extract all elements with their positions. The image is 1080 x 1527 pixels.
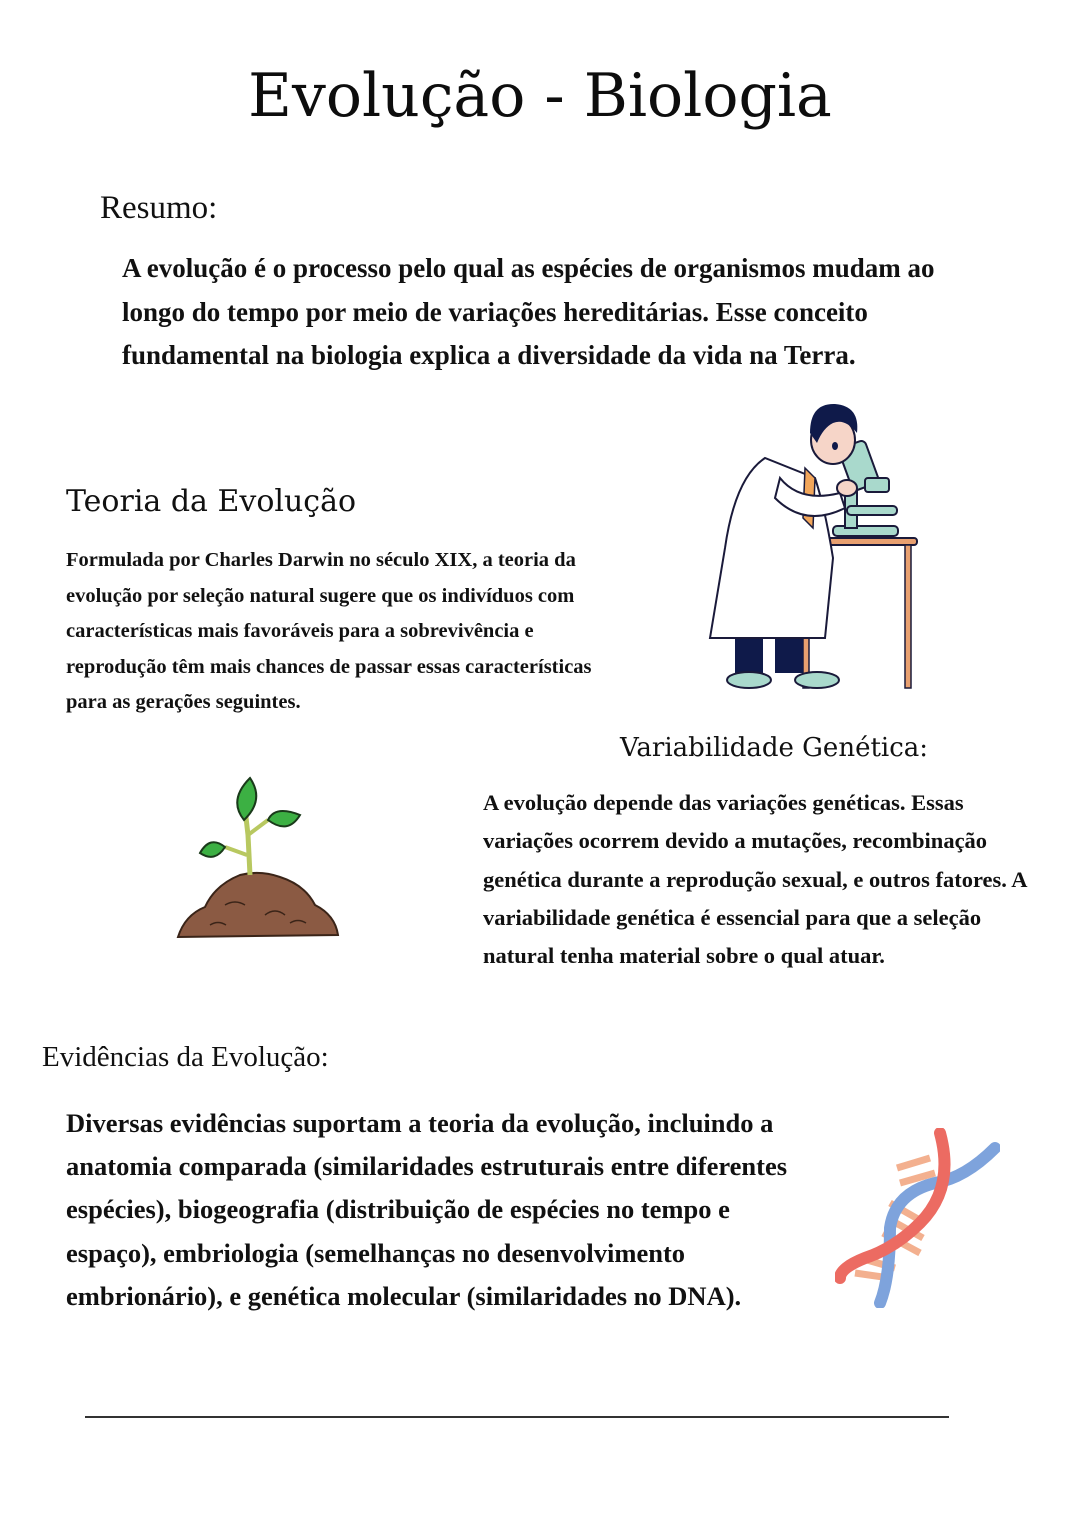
page-title: Evolução - Biologia — [248, 61, 832, 131]
heading-variabilidade-genetica: Variabilidade Genética: — [620, 733, 929, 763]
dna-helix-icon — [835, 1128, 1000, 1308]
paragraph-resumo: A evolução é o processo pelo qual as espécies de organismos mudam ao longo do tempo por meio de variações hereditárias. Esse conceito fundamental na biologia explica a diversidade da vida na Terra. — [122, 253, 935, 370]
heading-teoria-evolucao: Teoria da Evolução — [66, 484, 357, 519]
heading-resumo: Resumo: — [100, 190, 218, 226]
horizontal-divider — [85, 1416, 949, 1418]
paragraph-teoria-evolucao: Formulada por Charles Darwin no século XIX, a teoria da evolução por seleção natural sugere que os indivíduos com características mais favoráveis para a sobrevivência e reprodução têm mais chances de passar essas características para as gerações seguintes. — [66, 549, 592, 713]
paragraph-variabilidade-genetica: A evolução depende das variações genéticas. Essas variações ocorrem devido a mutações, recombinação genética durante a reprodução sexual, e outros fatores. A variabilidade genética é essencial para que a seleção natural tenha material sobre o qual atuar. — [483, 790, 1027, 969]
paragraph-evidencias-evolucao: Diversas evidências suportam a teoria da evolução, incluindo a anatomia comparada (similaridades estruturais entre diferentes espécies), biogeografia (distribuição de espécies no tempo e espaço), embriologia (semelhanças no desenvolvimento embrionário), e genética molecular (similaridades no DNA). — [66, 1108, 788, 1311]
sprout-icon — [170, 775, 345, 945]
scientist-microscope-icon — [705, 398, 935, 698]
heading-evidencias-evolucao: Evidências da Evolução: — [42, 1041, 329, 1073]
